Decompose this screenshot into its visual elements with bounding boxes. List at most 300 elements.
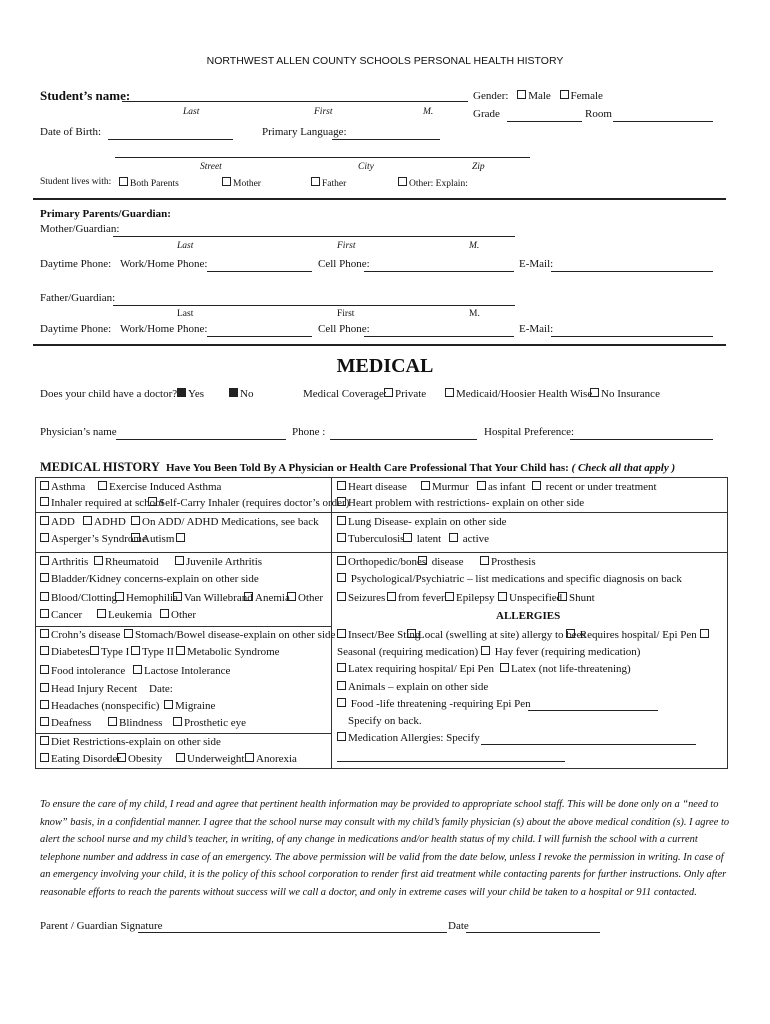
anemia-option[interactable] — [244, 592, 290, 604]
blindness-option[interactable] — [108, 717, 162, 729]
checkbox-icon — [387, 592, 396, 601]
underweight-option[interactable] — [176, 753, 244, 765]
murmur-option[interactable] — [421, 481, 469, 493]
deafness-option[interactable] — [40, 717, 91, 729]
bone-disease-option[interactable] — [418, 556, 464, 568]
headaches-option[interactable] — [40, 700, 159, 712]
address-field[interactable] — [115, 157, 530, 158]
physician-field[interactable] — [116, 439, 286, 440]
female-label: Female — [570, 90, 603, 102]
checkbox-icon — [131, 533, 140, 542]
grade-label: Grade — [473, 108, 500, 120]
head-injury-date: Date: — [149, 683, 173, 695]
student-name-field[interactable] — [122, 101, 468, 102]
hayfever-label: Hay fever (requiring medication) — [494, 646, 641, 658]
checkbox-icon — [558, 592, 567, 601]
checkbox-icon — [337, 556, 346, 565]
table-divider — [331, 477, 332, 768]
adhd-option[interactable] — [83, 516, 126, 528]
sub-first: First — [337, 241, 356, 251]
seizures-option[interactable] — [337, 592, 385, 604]
latex-hosp-label: Latex requiring hospital/ Epi Pen — [348, 663, 495, 675]
checkbox-icon — [337, 663, 346, 672]
table-rule — [331, 512, 727, 513]
juvenile-option[interactable] — [175, 556, 262, 568]
self-carry-label: Self-Carry Inhaler (requires doctor’s order) — [159, 497, 350, 509]
checkbox-icon — [40, 573, 49, 582]
physician-phone-field[interactable] — [330, 439, 477, 440]
crohns-label: Crohn’s disease — [51, 629, 121, 641]
father-cell-label: Cell Phone: — [318, 323, 370, 335]
checkbox-icon — [407, 629, 416, 638]
med-allergy-field[interactable] — [481, 744, 696, 745]
mother-cell-label: Cell Phone: — [318, 258, 370, 270]
mother-work-field[interactable] — [207, 271, 312, 272]
bee-hospital-option[interactable] — [566, 629, 711, 641]
table-rule — [35, 512, 331, 513]
father-work-label: Work/Home Phone: — [120, 323, 208, 335]
sub-m: M. — [423, 107, 434, 117]
diabetes-option[interactable] — [40, 646, 89, 658]
type2-label: Type II — [142, 646, 174, 658]
med-allergy-label: Medication Allergies: Specify — [348, 732, 480, 744]
hayfever-option[interactable] — [481, 646, 640, 658]
sub-m: M. — [469, 309, 480, 319]
father-cell-field[interactable] — [364, 336, 514, 337]
checkbox-icon — [40, 753, 49, 762]
underweight-label: Underweight — [187, 753, 245, 765]
signature-label: Parent / Guardian Signature — [40, 920, 163, 932]
cancer-label: Cancer — [51, 609, 83, 621]
local-option[interactable] — [407, 629, 586, 641]
fever-label: from fever — [398, 592, 445, 604]
history-question-text: Have You Been Told By A Physician or Health Care Professional That Your Child has: — [166, 462, 569, 474]
checkbox-icon — [700, 629, 709, 638]
bladder-option[interactable] — [40, 573, 259, 585]
checkbox-icon — [148, 497, 157, 506]
checkbox-icon — [40, 497, 49, 506]
eating-label: Eating Disorder — [51, 753, 121, 765]
checkbox-icon — [40, 516, 49, 525]
checkbox-icon — [481, 646, 490, 655]
epilepsy-label: Epilepsy — [456, 592, 495, 604]
latex-not-option[interactable] — [500, 663, 631, 675]
date-label: Date — [448, 920, 469, 932]
lives-mother-option[interactable] — [222, 177, 261, 189]
bone-disease-label: disease — [431, 556, 464, 568]
checkbox-icon — [421, 481, 430, 490]
juvenile-label: Juvenile Arthritis — [186, 556, 263, 568]
autism-label: Autism — [142, 533, 175, 545]
section-divider — [33, 198, 726, 200]
stomach-option[interactable] — [124, 629, 335, 641]
room-field[interactable] — [613, 121, 713, 122]
lives-both-option[interactable] — [119, 177, 179, 189]
doctor-question: Does your child have a doctor? — [40, 388, 178, 400]
checkbox-icon — [40, 717, 49, 726]
heart-option[interactable] — [337, 481, 407, 493]
doctor-no-option[interactable] — [229, 388, 253, 400]
exercise-asthma-label: Exercise Induced Asthma — [109, 481, 222, 493]
exercise-asthma-option[interactable] — [98, 481, 221, 493]
table-rule — [35, 733, 331, 734]
rheumatoid-label: Rheumatoid — [105, 556, 159, 568]
checkbox-icon — [176, 533, 185, 542]
checkbox-icon — [133, 665, 142, 674]
head-injury-option[interactable] — [40, 683, 137, 695]
psych-label: Psychological/Psychiatric – list medications and specific diagnosis on back — [350, 573, 682, 585]
physician-label: Physician’s name — [40, 426, 117, 438]
room-label: Room — [585, 108, 612, 120]
sub-last: Last — [183, 107, 200, 117]
language-field[interactable] — [332, 139, 440, 140]
crohns-option[interactable] — [40, 629, 120, 641]
checkbox-icon — [119, 177, 128, 186]
specify-back: Specify on back. — [348, 715, 422, 727]
infant-option[interactable] — [477, 481, 526, 493]
murmur-label: Murmur — [432, 481, 469, 493]
date-field[interactable] — [466, 932, 600, 933]
phone-label: Phone : — [292, 426, 326, 438]
leukemia-option[interactable] — [97, 609, 152, 621]
checkbox-icon — [287, 592, 296, 601]
mother-email-field[interactable] — [551, 271, 713, 272]
obesity-label: Obesity — [128, 753, 163, 765]
checkbox-icon — [117, 753, 126, 762]
checkbox-icon — [40, 736, 49, 745]
seasonal-option[interactable] — [337, 646, 478, 658]
med-allergy-field-2[interactable] — [337, 761, 565, 762]
checkbox-icon — [40, 533, 49, 542]
bladder-label: Bladder/Kidney concerns-explain on other side — [51, 573, 259, 585]
checkbox-icon — [403, 533, 412, 542]
arthritis-label: Arthritis — [51, 556, 89, 568]
checkbox-icon — [124, 629, 133, 638]
checkbox-icon — [244, 592, 253, 601]
checkbox-icon — [108, 717, 117, 726]
lives-both-label: Both Parents — [130, 179, 179, 189]
checkbox-icon — [498, 592, 507, 601]
prosthetic-eye-option[interactable] — [173, 717, 246, 729]
adhd-meds-label: On ADD/ ADHD Medications, see back — [142, 516, 319, 528]
checkbox-icon — [500, 663, 509, 672]
ortho-label: Orthopedic/bones — [348, 556, 427, 568]
deafness-label: Deafness — [51, 717, 92, 729]
lactose-option[interactable] — [133, 665, 230, 677]
recent-label: recent or under treatment — [545, 481, 657, 493]
checkbox-icon — [337, 573, 346, 582]
doctor-yes-option[interactable] — [177, 388, 204, 400]
type1-label: Type I — [101, 646, 130, 658]
checkbox-icon — [566, 629, 575, 638]
lactose-label: Lactose Intolerance — [144, 665, 231, 677]
father-name-field[interactable] — [113, 305, 515, 306]
checkbox-icon — [532, 481, 541, 490]
heart-restr-label: Heart problem with restrictions- explain on other side — [348, 497, 585, 509]
recent-option[interactable] — [532, 481, 657, 493]
tb-label: Tuberculosis — [348, 533, 405, 545]
food-life-option[interactable] — [337, 698, 531, 710]
diet-label: Diet Restrictions-explain on other side — [51, 736, 221, 748]
female-checkbox[interactable] — [560, 90, 569, 99]
diabetes-label: Diabetes — [51, 646, 90, 658]
checkbox-icon — [337, 516, 346, 525]
sub-m: M. — [469, 241, 480, 251]
checkbox-icon — [337, 497, 346, 506]
coverage-private-label: Private — [395, 388, 427, 400]
checkbox-icon — [590, 388, 599, 397]
father-daytime-label: Daytime Phone: — [40, 323, 112, 335]
inhaler-option[interactable] — [40, 497, 164, 509]
history-check-all: ( Check all that apply ) — [571, 462, 676, 474]
checkbox-icon — [337, 533, 346, 542]
lung-option[interactable] — [337, 516, 507, 528]
hospital-label: Hospital Preference: — [484, 426, 575, 438]
add-option[interactable] — [40, 516, 75, 528]
migraine-label: Migraine — [175, 700, 216, 712]
checkbox-icon — [160, 609, 169, 618]
lives-father-label: Father — [322, 179, 347, 189]
checkbox-icon — [445, 592, 454, 601]
lung-label: Lung Disease- explain on other side — [348, 516, 507, 528]
other-blood-option[interactable] — [287, 592, 323, 604]
obesity-option[interactable] — [117, 753, 162, 765]
local-label: Local (swelling at site) allergy to bees — [418, 629, 586, 641]
adhd-meds-option[interactable] — [131, 516, 319, 528]
checkbox-icon — [175, 556, 184, 565]
mother-work-label: Work/Home Phone: — [120, 258, 208, 270]
checkbox-icon — [40, 481, 49, 490]
stomach-label: Stomach/Bowel disease-explain on other side — [135, 629, 336, 641]
signature-field[interactable] — [138, 932, 447, 933]
prosthetic-eye-label: Prosthetic eye — [184, 717, 247, 729]
prosthesis-label: Prosthesis — [491, 556, 536, 568]
hospital-field[interactable] — [570, 439, 713, 440]
epilepsy-option[interactable] — [445, 592, 495, 604]
coverage-medicaid-option[interactable] — [445, 388, 592, 400]
checkbox-icon — [480, 556, 489, 565]
rheumatoid-option[interactable] — [94, 556, 159, 568]
tb-option[interactable] — [337, 533, 404, 545]
lives-father-option[interactable] — [311, 177, 346, 189]
blood-option[interactable] — [40, 592, 117, 604]
checkbox-icon — [337, 629, 346, 638]
add-label: ADD — [51, 516, 75, 528]
checkbox-icon — [94, 556, 103, 565]
infant-label: as infant — [488, 481, 526, 493]
dob-label: Date of Birth: — [40, 126, 102, 138]
sub-last: Last — [177, 309, 194, 319]
checkbox-icon — [311, 177, 320, 186]
sub-first: First — [314, 107, 333, 117]
type2-option[interactable] — [131, 646, 174, 658]
willebrand-label: Van Willebrand — [184, 592, 253, 604]
checkbox-icon — [173, 592, 182, 601]
male-label: Male — [528, 90, 551, 102]
eating-option[interactable] — [40, 753, 121, 765]
checkbox-icon — [97, 609, 106, 618]
unspecified-label: Unspecified — [509, 592, 563, 604]
other-cancer-option[interactable] — [160, 609, 196, 621]
fever-option[interactable] — [387, 592, 445, 604]
checkbox-icon — [40, 683, 49, 692]
checkbox-icon — [98, 481, 107, 490]
asthma-option[interactable] — [40, 481, 85, 493]
history-question — [166, 462, 675, 474]
checkbox-icon — [115, 592, 124, 601]
seizures-label: Seizures — [348, 592, 386, 604]
checkbox-icon — [40, 556, 49, 565]
willebrand-option[interactable] — [173, 592, 253, 604]
heart-label: Heart disease — [348, 481, 407, 493]
coverage-label: Medical Coverage: — [303, 388, 387, 400]
diet-option[interactable] — [40, 736, 221, 748]
type1-option[interactable] — [90, 646, 129, 658]
headaches-label: Headaches (nonspecific) — [51, 700, 160, 712]
checkbox-icon — [477, 481, 486, 490]
sub-street: Street — [200, 162, 222, 172]
arthritis-option[interactable] — [40, 556, 88, 568]
checkbox-icon — [337, 681, 346, 690]
other-blood-label: Other — [298, 592, 324, 604]
animals-option[interactable] — [337, 681, 488, 693]
blindness-label: Blindness — [119, 717, 163, 729]
male-checkbox[interactable] — [517, 90, 526, 99]
doctor-yes-label: Yes — [188, 388, 205, 400]
food-intol-option[interactable] — [40, 665, 125, 677]
grade-field[interactable] — [507, 121, 582, 122]
autism-option[interactable] — [131, 533, 187, 545]
mother-name-field[interactable] — [113, 236, 515, 237]
asperger-label: Asperger’s Syndrome — [51, 533, 147, 545]
checkbox-icon — [83, 516, 92, 525]
dob-field[interactable] — [108, 139, 233, 140]
food-allergy-field[interactable] — [528, 710, 658, 711]
psych-option[interactable] — [337, 573, 682, 585]
checkbox-icon — [40, 646, 49, 655]
food-life-label: Food -life threatening -requiring Epi Pen — [350, 698, 531, 710]
sub-city: City — [358, 162, 374, 172]
checkbox-icon — [90, 646, 99, 655]
checkbox-icon — [40, 629, 49, 638]
medical-heading: MEDICAL — [336, 355, 434, 377]
guardians-heading: Primary Parents/Guardian: — [40, 208, 171, 220]
prosthesis-option[interactable] — [480, 556, 536, 568]
mother-email-label: E-Mail: — [519, 258, 554, 270]
active-label: active — [462, 533, 490, 545]
checkbox-icon — [398, 177, 407, 186]
self-carry-option[interactable] — [148, 497, 349, 509]
allergies-heading: ALLERGIES — [496, 610, 561, 622]
checkbox-icon — [337, 732, 346, 741]
metabolic-label: Metabolic Syndrome — [187, 646, 280, 658]
lives-other-label: Other: Explain: — [409, 179, 468, 189]
gender-group — [473, 90, 603, 102]
coverage-medicaid-label: Medicaid/Hoosier Health Wise — [456, 388, 593, 400]
coverage-none-label: No Insurance — [601, 388, 660, 400]
shunt-label: Shunt — [569, 592, 595, 604]
hemophilia-label: Hemophilia — [126, 592, 178, 604]
checkbox-icon — [40, 592, 49, 601]
sub-zip: Zip — [472, 162, 485, 172]
doctor-no-label: No — [240, 388, 254, 400]
coverage-private-option[interactable] — [384, 388, 426, 400]
checkbox-icon — [131, 516, 140, 525]
checkbox-icon — [176, 646, 185, 655]
lives-with-label: Student lives with: — [40, 177, 112, 187]
sub-first: First — [337, 309, 355, 319]
food-intol-label: Food intolerance — [51, 665, 126, 677]
unspecified-option[interactable] — [498, 592, 562, 604]
migraine-option[interactable] — [164, 700, 215, 712]
checkbox-icon — [418, 556, 427, 565]
checkbox-icon — [40, 609, 49, 618]
consent-text: To ensure the care of my child, I read and agree that pertinent health information may be provided to appropriate school staff. This will be done only on a “need to know” basis, in a confidential manner. I agree that the school nurse may consult with my child’s family physician (s) about the above medical condition (s). I agree to alert the school nurse and my child’s teacher, in writing, of any change in medications and/or health status of my child. I will furnish the school with a current telephone number and address in case of an emergency. The above permission will be valid from the date below, unless I revoke the permission in writing. In case of an emergency involving your child, it is the policy of this school corporation to render first aid treatment while contacting parents for further instructions. Only after reasonable efforts to reach the parents without success will we call a doctor, and only in extreme cases will your child be taken to a hospital or 911 contacted. — [40, 799, 730, 898]
med-allergy-option[interactable] — [337, 732, 480, 744]
anemia-label: Anemia — [255, 592, 290, 604]
insect-label: Insect/Bee Sting — [348, 629, 421, 641]
mother-cell-field[interactable] — [364, 271, 514, 272]
father-guardian-label: Father/Guardian: — [40, 292, 116, 304]
adhd-label: ADHD — [94, 516, 126, 528]
checkbox-icon — [384, 388, 393, 397]
checkbox-icon — [337, 698, 346, 707]
anorexia-option[interactable] — [245, 753, 297, 765]
page-title: NORTHWEST ALLEN COUNTY SCHOOLS PERSONAL HEALTH HISTORY — [206, 55, 564, 67]
ortho-option[interactable] — [337, 556, 426, 568]
father-email-field[interactable] — [551, 336, 713, 337]
latent-option[interactable] — [403, 533, 441, 545]
section-divider — [33, 344, 726, 346]
anorexia-label: Anorexia — [256, 753, 297, 765]
table-rule — [35, 552, 727, 553]
checkbox-icon — [449, 533, 458, 542]
checkbox-icon — [229, 388, 238, 397]
metabolic-option[interactable] — [176, 646, 280, 658]
language-label: Primary Language: — [262, 126, 347, 138]
latex-not-label: Latex (not life-threatening) — [511, 663, 631, 675]
other-cancer-label: Other — [171, 609, 197, 621]
checkbox-icon — [177, 388, 186, 397]
animals-label: Animals – explain on other side — [348, 681, 489, 693]
checkbox-icon — [445, 388, 454, 397]
shunt-option[interactable] — [558, 592, 595, 604]
active-option[interactable] — [449, 533, 489, 545]
sub-last: Last — [177, 241, 194, 251]
lives-other-option[interactable] — [398, 177, 468, 189]
checkbox-icon — [337, 481, 346, 490]
blood-label: Blood/Clotting — [51, 592, 118, 604]
seasonal-label: Seasonal (requiring medication) — [337, 646, 479, 658]
checkbox-icon — [40, 665, 49, 674]
coverage-none-option[interactable] — [590, 388, 660, 400]
latex-hosp-option[interactable] — [337, 663, 494, 675]
asthma-label: Asthma — [51, 481, 86, 493]
checkbox-icon — [222, 177, 231, 186]
cancer-option[interactable] — [40, 609, 82, 621]
checkbox-icon — [173, 717, 182, 726]
checkbox-icon — [176, 753, 185, 762]
hemophilia-option[interactable] — [115, 592, 178, 604]
gender-label: Gender: — [473, 90, 509, 102]
student-name-label: Student’s name: — [40, 88, 131, 103]
inhaler-label: Inhaler required at school — [51, 497, 164, 509]
head-injury-label: Head Injury Recent — [51, 683, 138, 695]
father-work-field[interactable] — [207, 336, 312, 337]
latent-label: latent — [416, 533, 442, 545]
heart-restr-option[interactable] — [337, 497, 584, 509]
table-rule — [35, 626, 331, 627]
